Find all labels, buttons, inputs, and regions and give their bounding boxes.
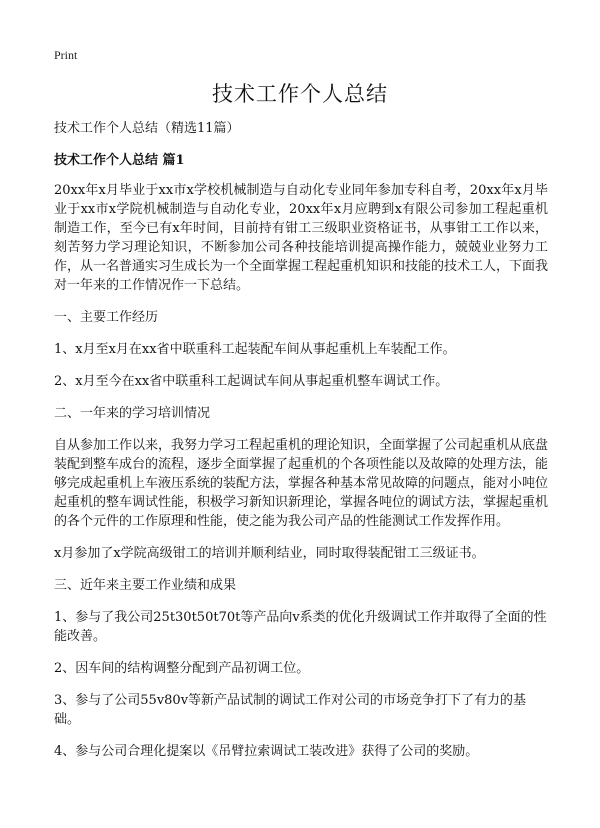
section-title: 技术工作个人总结 篇1 xyxy=(54,153,185,168)
training-paragraph: 自从参加工作以来，我努力学习工程起重机的理论知识，全面掌握了公司起重机从底盘装配到整车成台的流程，逐步全面掌握了起重机的个各项性能以及故障的处理方法，能够完成起重机上车液压系统的装配方法，掌握各种基本常见故障的问题点，能对小吨位起重机的整车调试性能，积极学习新知识新理论，掌握各吨位的调试方法，掌握起重机的各个元件的工作原理和性能，使之能为我公司产品的性能测试工作发挥作用。 xyxy=(54,438,549,529)
intro-paragraph: 20xx年x月毕业于xx市x学校机械制造与自动化专业同年参加专科自考，20xx年x月毕业于xx市x学院机械制造与自动化专业，20xx年x月应聘到x有限公司参加工程起重机制造工作，至今已有x年时间，目前持有钳工三级职业资格证书，从事钳工工作以来，刻苦努力学习理论知识，不断参加公司各种技能培训提高操作能力，兢兢业业努力工作，从一名普通实习生成长为一个全面掌握工程起重机知识和技能的技术工人，下面我对一年来的工作情况作一下总结。 xyxy=(54,183,549,293)
list-item: 2、x月至今在xx省中联重科工起调试车间从事起重机整车调试工作。 xyxy=(54,374,449,389)
document-subtitle: 技术工作个人总结（精选11篇） xyxy=(54,121,240,136)
list-item: 1、x月至x月在xx省中联重科工起装配车间从事起重机上车装配工作。 xyxy=(54,342,456,357)
part1-heading: 一、主要工作经历 xyxy=(54,310,159,325)
part3-heading: 三、近年来主要工作业绩和成果 xyxy=(54,578,237,593)
list-item: 3、参与了公司55v80v等新产品试制的调试工作对公司的市场竞争打下了有力的基础。 xyxy=(54,693,527,727)
list-item: 2、因车间的结构调整分配到产品初调工位。 xyxy=(54,661,310,676)
page-title: 技术工作个人总结 xyxy=(212,82,388,106)
list-item: 4、参与公司合理化提案以《吊臂拉索调试工装改进》获得了公司的奖励。 xyxy=(54,744,479,759)
list-item: 1、参与了我公司25t30t50t70t等产品向v系类的优化升级调试工作并取得了全面的性能改善。 xyxy=(54,610,547,644)
document-body xyxy=(54,119,548,774)
certificate-paragraph: x月参加了x学院高级钳工的培训并顺利结业，同时取得装配钳工三级证书。 xyxy=(54,546,485,561)
print-label[interactable]: Print xyxy=(54,48,78,62)
part2-heading: 二、一年来的学习培训情况 xyxy=(54,406,211,421)
